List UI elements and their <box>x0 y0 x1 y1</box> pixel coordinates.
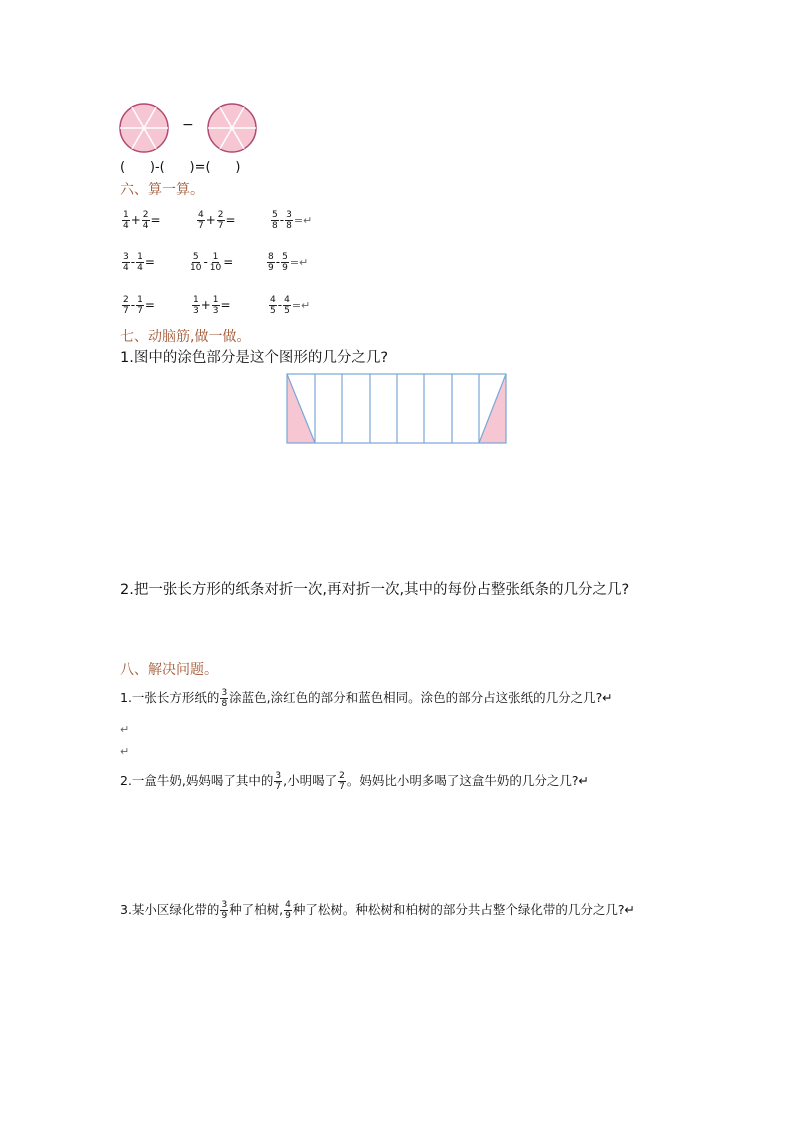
answer-blank: ( )-( )=( ) <box>120 160 241 175</box>
return-mark-1: ↵ <box>120 723 130 736</box>
problem-8-1: 1.一张长方形纸的 $\frac{3}{8}$ 涂蓝色,涂红色的部分和蓝色相同。涂色的部分占这张纸的几分之几?↵ <box>120 688 613 709</box>
problem-2-3: $\frac{8}{9}$ - $\frac{5}{9}$ =↵ <box>268 252 309 273</box>
problem-2-2: $\frac{5}{10}$ - $\frac{1}{10}$ = <box>190 252 234 273</box>
right-circle <box>208 104 256 152</box>
problem-8-3: 3.某小区绿化带的 $\frac{3}{9}$ 种了柏树, $\frac{4}{9}$ 种了松树。种松树和柏树的部分共占整个绿化带的几分之几?↵ <box>120 900 635 921</box>
question-7-2: 2.把一张长方形的纸条对折一次,再对折一次,其中的每份占整张纸条的几分之几? <box>120 582 630 598</box>
left-circle <box>120 104 168 152</box>
problem-3-1: $\frac{2}{7}$ - $\frac{1}{7}$ = <box>123 295 155 316</box>
problem-8-2: 2.一盒牛奶,妈妈喝了其中的 $\frac{3}{7}$ ,小明喝了 $\frac{2}{7}$ 。妈妈比小明多喝了这盒牛奶的几分之几?↵ <box>120 771 589 792</box>
problem-2-1: $\frac{3}{4}$ - $\frac{1}{4}$ = <box>123 252 155 273</box>
section-8-title: 八、解决问题。 <box>120 662 218 678</box>
problem-1-2: $\frac{4}{7}$ + $\frac{2}{7}$ = <box>198 210 236 231</box>
minus-sign: − <box>182 117 194 133</box>
problem-3-2: $\frac{1}{3}$ + $\frac{1}{3}$ = <box>193 295 231 316</box>
section-7-title: 七、动脑筋,做一做。 <box>120 329 251 345</box>
strip-diagram <box>286 373 508 445</box>
return-mark-2: ↵ <box>120 745 130 758</box>
section-6-title: 六、算一算。 <box>120 182 204 198</box>
problem-1-3: $\frac{5}{8}$ - $\frac{3}{8}$ =↵ <box>272 210 313 231</box>
problem-3-3: $\frac{4}{5}$ - $\frac{4}{5}$ =↵ <box>270 295 311 316</box>
question-7-1: 1.图中的涂色部分是这个图形的几分之几? <box>120 350 389 366</box>
problem-1-1: $\frac{1}{4}$ + $\frac{2}{4}$ = <box>123 210 161 231</box>
